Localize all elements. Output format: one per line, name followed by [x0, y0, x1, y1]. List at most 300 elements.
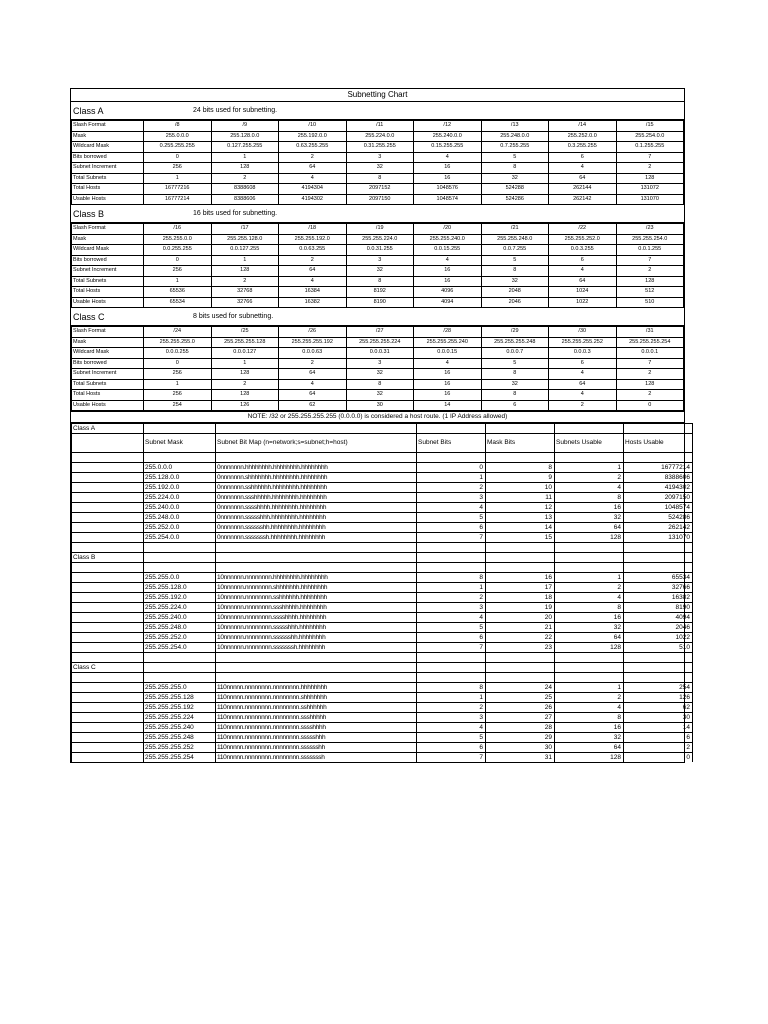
grid-cell: 2 — [211, 173, 279, 184]
bitmap-cell: 0nnnnnnn.ssshhhhh.hhhhhhhh.hhhhhhhh — [216, 493, 417, 503]
bitmap-cell: 32766 — [624, 583, 693, 593]
empty-cell — [144, 553, 216, 563]
grid-cell: 4 — [414, 358, 482, 369]
lower-class-row — [72, 663, 693, 673]
grid-row — [72, 390, 684, 401]
grid-cell: 32 — [346, 390, 414, 401]
empty-cell — [72, 453, 144, 463]
grid-cell: 1 — [211, 152, 279, 163]
bitmap-cell: 2097150 — [624, 493, 693, 503]
empty-cell — [555, 543, 624, 553]
grid-cell: 16 — [414, 379, 482, 390]
bitmap-cell: 4194302 — [624, 483, 693, 493]
bitmap-cell: 110nnnnn.nnnnnnnn.nnnnnnnn.ssshhhhh — [216, 713, 417, 723]
bitmap-cell: 6 — [417, 743, 486, 753]
column-header: Subnet Bits — [417, 434, 486, 453]
bitmap-cell: 64 — [555, 633, 624, 643]
bitmap-cell: 4 — [555, 593, 624, 603]
subnetting-chart-sheet — [70, 88, 690, 763]
bitmap-cell: 1 — [555, 463, 624, 473]
grid-cell: 524288 — [481, 184, 549, 195]
bitmap-cell: 30 — [624, 713, 693, 723]
empty-cell — [72, 434, 144, 453]
grid-cell: 0.31.255.255 — [346, 142, 414, 153]
grid-cell: /12 — [414, 121, 482, 132]
empty-cell — [486, 424, 555, 434]
grid-row — [72, 194, 684, 205]
grid-row — [72, 276, 684, 287]
row-label: Total Subnets — [72, 379, 144, 390]
row-label: Slash Format — [72, 121, 144, 132]
grid-cell: 256 — [144, 266, 212, 277]
bitmap-cell: 6 — [417, 523, 486, 533]
grid-cell: 16 — [414, 390, 482, 401]
bitmap-cell: 255.255.254.0 — [144, 643, 216, 653]
empty-cell — [144, 653, 216, 663]
bitmap-row — [72, 713, 693, 723]
row-label: Mask — [72, 131, 144, 142]
empty-cell — [555, 673, 624, 683]
bitmap-row — [72, 573, 693, 583]
grid-row — [72, 245, 684, 256]
bitmap-cell: 8388606 — [624, 473, 693, 483]
grid-cell: 1024 — [549, 287, 617, 298]
bitmap-cell: 22 — [486, 633, 555, 643]
bitmap-cell: 6 — [624, 733, 693, 743]
grid-cell: 2 — [616, 390, 684, 401]
grid-cell: 255.255.255.0 — [144, 337, 212, 348]
grid-cell: 5 — [481, 358, 549, 369]
grid-cell: 255.248.0.0 — [481, 131, 549, 142]
bitmap-cell: 4 — [417, 613, 486, 623]
empty-cell — [555, 553, 624, 563]
grid-cell: 126 — [211, 400, 279, 411]
grid-cell: /18 — [279, 224, 347, 235]
bitmap-cell: 2 — [555, 693, 624, 703]
grid-cell: /30 — [549, 327, 617, 338]
grid-cell: 64 — [279, 369, 347, 380]
grid-cell: 4 — [279, 173, 347, 184]
bitmap-cell: 14 — [624, 723, 693, 733]
empty-cell — [72, 633, 144, 643]
grid-cell: 128 — [616, 379, 684, 390]
chart-title: Subnetting Chart — [71, 89, 684, 102]
bitmap-cell: 254 — [624, 683, 693, 693]
column-header: Subnet Bit Map (n=network;s=subnet;h=host) — [216, 434, 417, 453]
bitmap-cell: 25 — [486, 693, 555, 703]
row-label: Mask — [72, 337, 144, 348]
bitmap-cell: 0nnnnnnn.ssssshhh.hhhhhhhh.hhhhhhhh — [216, 513, 417, 523]
grid-cell: 255.255.254.0 — [616, 234, 684, 245]
bitmap-cell: 255.224.0.0 — [144, 493, 216, 503]
bitmap-cell: 32 — [555, 623, 624, 633]
grid-cell: 32 — [346, 369, 414, 380]
grid-cell: 4194304 — [279, 184, 347, 195]
grid-cell: 16382 — [279, 297, 347, 308]
grid-cell: 8388606 — [211, 194, 279, 205]
grid-row — [72, 121, 684, 132]
grid-cell: /24 — [144, 327, 212, 338]
grid-cell: 0.127.255.255 — [211, 142, 279, 153]
empty-cell — [417, 553, 486, 563]
bitmap-row — [72, 623, 693, 633]
row-label: Bits borrowed — [72, 358, 144, 369]
class-name: Class B — [71, 205, 192, 223]
bitmap-cell: 14 — [486, 523, 555, 533]
empty-cell — [72, 723, 144, 733]
grid-cell: 1048574 — [414, 194, 482, 205]
grid-cell: 255.255.248.0 — [481, 234, 549, 245]
empty-cell — [144, 424, 216, 434]
row-label: Total Subnets — [72, 173, 144, 184]
grid-cell: /27 — [346, 327, 414, 338]
spacer-row — [72, 563, 693, 573]
bitmap-cell: 4 — [555, 483, 624, 493]
grid-cell: 8 — [346, 379, 414, 390]
bitmap-row — [72, 593, 693, 603]
grid-cell: 131072 — [616, 184, 684, 195]
grid-row — [72, 224, 684, 235]
bitmap-cell: 255.128.0.0 — [144, 473, 216, 483]
grid-row — [72, 327, 684, 338]
bitmap-cell: 23 — [486, 643, 555, 653]
empty-cell — [72, 463, 144, 473]
grid-cell: 1 — [144, 173, 212, 184]
bitmap-cell: 3 — [417, 603, 486, 613]
grid-cell: 255.224.0.0 — [346, 131, 414, 142]
grid-cell: 2 — [549, 400, 617, 411]
grid-cell: 8 — [481, 390, 549, 401]
grid-cell: 255.255.255.128 — [211, 337, 279, 348]
bitmap-cell: 255.255.0.0 — [144, 573, 216, 583]
bitmap-cell: 1 — [555, 683, 624, 693]
grid-cell: 65534 — [144, 297, 212, 308]
grid-cell: 3 — [346, 358, 414, 369]
bitmap-cell: 110nnnnn.nnnnnnnn.nnnnnnnn.sshhhhhh — [216, 703, 417, 713]
grid-cell: 8 — [481, 369, 549, 380]
bitmap-cell: 255.255.252.0 — [144, 633, 216, 643]
bitmap-cell: 524286 — [624, 513, 693, 523]
bitmap-cell: 10nnnnnn.nnnnnnnn.ssssshhh.hhhhhhhh — [216, 623, 417, 633]
grid-cell: 254 — [144, 400, 212, 411]
grid-cell: 0.0.0.7 — [481, 348, 549, 359]
bitmap-cell: 262142 — [624, 523, 693, 533]
grid-cell: 0.3.255.255 — [549, 142, 617, 153]
grid-cell: 255.255.252.0 — [549, 234, 617, 245]
grid-cell: 0.255.255.255 — [144, 142, 212, 153]
bitmap-cell: 128 — [555, 533, 624, 543]
bitmap-cell: 8 — [417, 683, 486, 693]
bitmap-cell: 4 — [417, 503, 486, 513]
bitmap-cell: 62 — [624, 703, 693, 713]
empty-cell — [216, 424, 417, 434]
class-grid — [71, 120, 684, 205]
bitmap-cell: 32 — [555, 513, 624, 523]
host-route-note: NOTE: /32 or 255.255.255.255 (0.0.0.0) is considered a host route. (1 IP Address allowed) — [71, 411, 684, 423]
bitmap-cell: 24 — [486, 683, 555, 693]
lower-class-row — [72, 424, 693, 434]
bitmap-cell: 255.192.0.0 — [144, 483, 216, 493]
grid-row — [72, 152, 684, 163]
bitmap-cell: 13 — [486, 513, 555, 523]
bitmap-cell: 1048574 — [624, 503, 693, 513]
grid-cell: 255.255.255.254 — [616, 337, 684, 348]
lower-class-name: Class C — [72, 663, 144, 673]
grid-cell: 64 — [549, 173, 617, 184]
grid-cell: 32 — [481, 379, 549, 390]
grid-row — [72, 173, 684, 184]
empty-cell — [72, 593, 144, 603]
bitmap-cell: 110nnnnn.nnnnnnnn.nnnnnnnn.ssssshhh — [216, 733, 417, 743]
empty-cell — [72, 613, 144, 623]
grid-cell: 128 — [211, 163, 279, 174]
grid-cell: 524286 — [481, 194, 549, 205]
class-bits-note: 8 bits used for subnetting. — [192, 308, 684, 326]
empty-cell — [144, 663, 216, 673]
grid-cell: 32 — [481, 276, 549, 287]
empty-cell — [555, 563, 624, 573]
bitmap-cell: 8 — [417, 573, 486, 583]
bitmap-cell: 255.255.255.224 — [144, 713, 216, 723]
bitmap-cell: 1 — [417, 473, 486, 483]
bitmap-cell: 8 — [555, 603, 624, 613]
grid-cell: 6 — [549, 358, 617, 369]
grid-cell: 8 — [346, 276, 414, 287]
grid-cell: 255.252.0.0 — [549, 131, 617, 142]
grid-cell: 255.255.240.0 — [414, 234, 482, 245]
grid-cell: 4194302 — [279, 194, 347, 205]
grid-cell: 255.128.0.0 — [211, 131, 279, 142]
grid-cell: 4 — [549, 163, 617, 174]
bitmap-row — [72, 743, 693, 753]
bitmap-cell: 65534 — [624, 573, 693, 583]
empty-cell — [72, 473, 144, 483]
grid-cell: 4 — [279, 379, 347, 390]
subnet-bitmap-table — [71, 423, 693, 762]
empty-cell — [72, 563, 144, 573]
grid-cell: 0.0.0.31 — [346, 348, 414, 359]
bitmap-cell: 255.255.255.252 — [144, 743, 216, 753]
grid-cell: 62 — [279, 400, 347, 411]
grid-cell: 6 — [481, 400, 549, 411]
grid-cell: 2046 — [481, 297, 549, 308]
row-label: Mask — [72, 234, 144, 245]
grid-cell: /14 — [549, 121, 617, 132]
grid-cell: 16 — [414, 173, 482, 184]
empty-cell — [417, 543, 486, 553]
bitmap-cell: 21 — [486, 623, 555, 633]
grid-cell: 16 — [414, 266, 482, 277]
grid-cell: 7 — [616, 358, 684, 369]
grid-cell: 2 — [211, 379, 279, 390]
bitmap-row — [72, 473, 693, 483]
bitmap-cell: 255.248.0.0 — [144, 513, 216, 523]
bitmap-cell: 16 — [555, 613, 624, 623]
grid-cell: 0.0.0.127 — [211, 348, 279, 359]
empty-cell — [72, 653, 144, 663]
class-grid — [71, 326, 684, 411]
grid-row — [72, 234, 684, 245]
grid-cell: 2097152 — [346, 184, 414, 195]
empty-cell — [555, 453, 624, 463]
bitmap-cell: 255.255.255.128 — [144, 693, 216, 703]
grid-row — [72, 131, 684, 142]
empty-cell — [72, 493, 144, 503]
class-reference-section — [71, 102, 684, 411]
bitmap-row — [72, 723, 693, 733]
spacer-row — [72, 543, 693, 553]
bitmap-cell: 255.255.128.0 — [144, 583, 216, 593]
bitmap-cell: 29 — [486, 733, 555, 743]
grid-cell: 1022 — [549, 297, 617, 308]
empty-cell — [216, 663, 417, 673]
grid-cell: 2 — [279, 358, 347, 369]
bitmap-cell: 255.240.0.0 — [144, 503, 216, 513]
grid-cell: /16 — [144, 224, 212, 235]
grid-cell: 0 — [616, 400, 684, 411]
bitmap-cell: 5 — [417, 733, 486, 743]
empty-cell — [624, 563, 693, 573]
grid-cell: 8 — [481, 266, 549, 277]
grid-cell: 255.254.0.0 — [616, 131, 684, 142]
bitmap-cell: 12 — [486, 503, 555, 513]
bitmap-cell: 0nnnnnnn.sshhhhhh.hhhhhhhh.hhhhhhhh — [216, 483, 417, 493]
grid-cell: 2 — [616, 266, 684, 277]
grid-row — [72, 348, 684, 359]
grid-cell: /31 — [616, 327, 684, 338]
grid-cell: 255.255.128.0 — [211, 234, 279, 245]
empty-cell — [486, 563, 555, 573]
lower-header-row — [72, 434, 693, 453]
empty-cell — [72, 713, 144, 723]
empty-cell — [216, 543, 417, 553]
grid-cell: /23 — [616, 224, 684, 235]
empty-cell — [486, 673, 555, 683]
bitmap-cell: 0nnnnnnn.shhhhhhh.hhhhhhhh.hhhhhhhh — [216, 473, 417, 483]
empty-cell — [417, 453, 486, 463]
grid-cell: 0 — [144, 358, 212, 369]
grid-cell: 1 — [144, 276, 212, 287]
grid-row — [72, 337, 684, 348]
grid-row — [72, 379, 684, 390]
grid-cell: /8 — [144, 121, 212, 132]
grid-cell: 256 — [144, 163, 212, 174]
bitmap-row — [72, 613, 693, 623]
bitmap-cell: 1 — [417, 583, 486, 593]
bitmap-cell: 255.255.248.0 — [144, 623, 216, 633]
row-label: Usable Hosts — [72, 297, 144, 308]
class-bits-note: 16 bits used for subnetting. — [192, 205, 684, 223]
bitmap-cell: 255.255.240.0 — [144, 613, 216, 623]
bitmap-cell: 10nnnnnn.nnnnnnnn.shhhhhhh.hhhhhhhh — [216, 583, 417, 593]
grid-cell: 3 — [346, 255, 414, 266]
grid-cell: 0.0.3.255 — [549, 245, 617, 256]
bitmap-cell: 10nnnnnn.nnnnnnnn.sshhhhhh.hhhhhhhh — [216, 593, 417, 603]
bitmap-cell: 5 — [417, 513, 486, 523]
bitmap-cell: 255.255.224.0 — [144, 603, 216, 613]
bitmap-cell: 3 — [417, 493, 486, 503]
bitmap-cell: 30 — [486, 743, 555, 753]
grid-cell: 0.0.255.255 — [144, 245, 212, 256]
lower-class-row — [72, 553, 693, 563]
grid-cell: 1048576 — [414, 184, 482, 195]
bitmap-cell: 9 — [486, 473, 555, 483]
bitmap-cell: 7 — [417, 643, 486, 653]
grid-cell: 64 — [279, 266, 347, 277]
bitmap-cell: 16382 — [624, 593, 693, 603]
bitmap-cell: 31 — [486, 753, 555, 763]
bitmap-cell: 10 — [486, 483, 555, 493]
grid-cell: 64 — [279, 390, 347, 401]
grid-cell: 64 — [279, 163, 347, 174]
grid-cell: 0.0.63.255 — [279, 245, 347, 256]
grid-cell: 0.0.0.63 — [279, 348, 347, 359]
grid-cell: 64 — [549, 379, 617, 390]
grid-cell: 128 — [616, 173, 684, 184]
row-label: Bits borrowed — [72, 255, 144, 266]
bitmap-cell: 5 — [417, 623, 486, 633]
empty-cell — [486, 663, 555, 673]
grid-cell: 0 — [144, 152, 212, 163]
grid-row — [72, 163, 684, 174]
row-label: Slash Format — [72, 224, 144, 235]
row-label: Total Hosts — [72, 390, 144, 401]
grid-cell: 16777214 — [144, 194, 212, 205]
bitmap-cell: 26 — [486, 703, 555, 713]
bitmap-cell: 10nnnnnn.nnnnnnnn.sssssshh.hhhhhhhh — [216, 633, 417, 643]
empty-cell — [555, 653, 624, 663]
grid-cell: /11 — [346, 121, 414, 132]
lower-class-name: Class B — [72, 553, 144, 563]
grid-cell: 255.255.255.252 — [549, 337, 617, 348]
grid-cell: /21 — [481, 224, 549, 235]
grid-cell: 8 — [346, 173, 414, 184]
grid-cell: /10 — [279, 121, 347, 132]
grid-cell: 0.0.127.255 — [211, 245, 279, 256]
bitmap-cell: 2 — [417, 593, 486, 603]
grid-cell: 0.15.255.255 — [414, 142, 482, 153]
grid-cell: 0.0.31.255 — [346, 245, 414, 256]
bitmap-row — [72, 533, 693, 543]
bitmap-cell: 3 — [417, 713, 486, 723]
empty-cell — [555, 663, 624, 673]
bitmap-cell: 0nnnnnnn.sssshhhh.hhhhhhhh.hhhhhhhh — [216, 503, 417, 513]
bitmap-cell: 28 — [486, 723, 555, 733]
bitmap-cell: 110nnnnn.nnnnnnnn.nnnnnnnn.sssshhhh — [216, 723, 417, 733]
grid-cell: 0 — [144, 255, 212, 266]
bitmap-row — [72, 643, 693, 653]
column-header: Subnet Mask — [144, 434, 216, 453]
grid-cell: /20 — [414, 224, 482, 235]
grid-cell: 16 — [414, 369, 482, 380]
grid-cell: 8190 — [346, 297, 414, 308]
grid-cell: 4 — [279, 276, 347, 287]
bitmap-cell: 255.255.255.240 — [144, 723, 216, 733]
bitmap-cell: 126 — [624, 693, 693, 703]
empty-cell — [216, 653, 417, 663]
class-name: Class C — [71, 308, 192, 326]
row-label: Usable Hosts — [72, 194, 144, 205]
bitmap-cell: 17 — [486, 583, 555, 593]
bitmap-cell: 0 — [417, 463, 486, 473]
grid-row — [72, 358, 684, 369]
grid-cell: 0.0.15.255 — [414, 245, 482, 256]
grid-cell: 5 — [481, 152, 549, 163]
bitmap-cell: 16777214 — [624, 463, 693, 473]
bitmap-cell: 16 — [555, 723, 624, 733]
class-header — [71, 308, 684, 326]
grid-cell: 8 — [481, 163, 549, 174]
